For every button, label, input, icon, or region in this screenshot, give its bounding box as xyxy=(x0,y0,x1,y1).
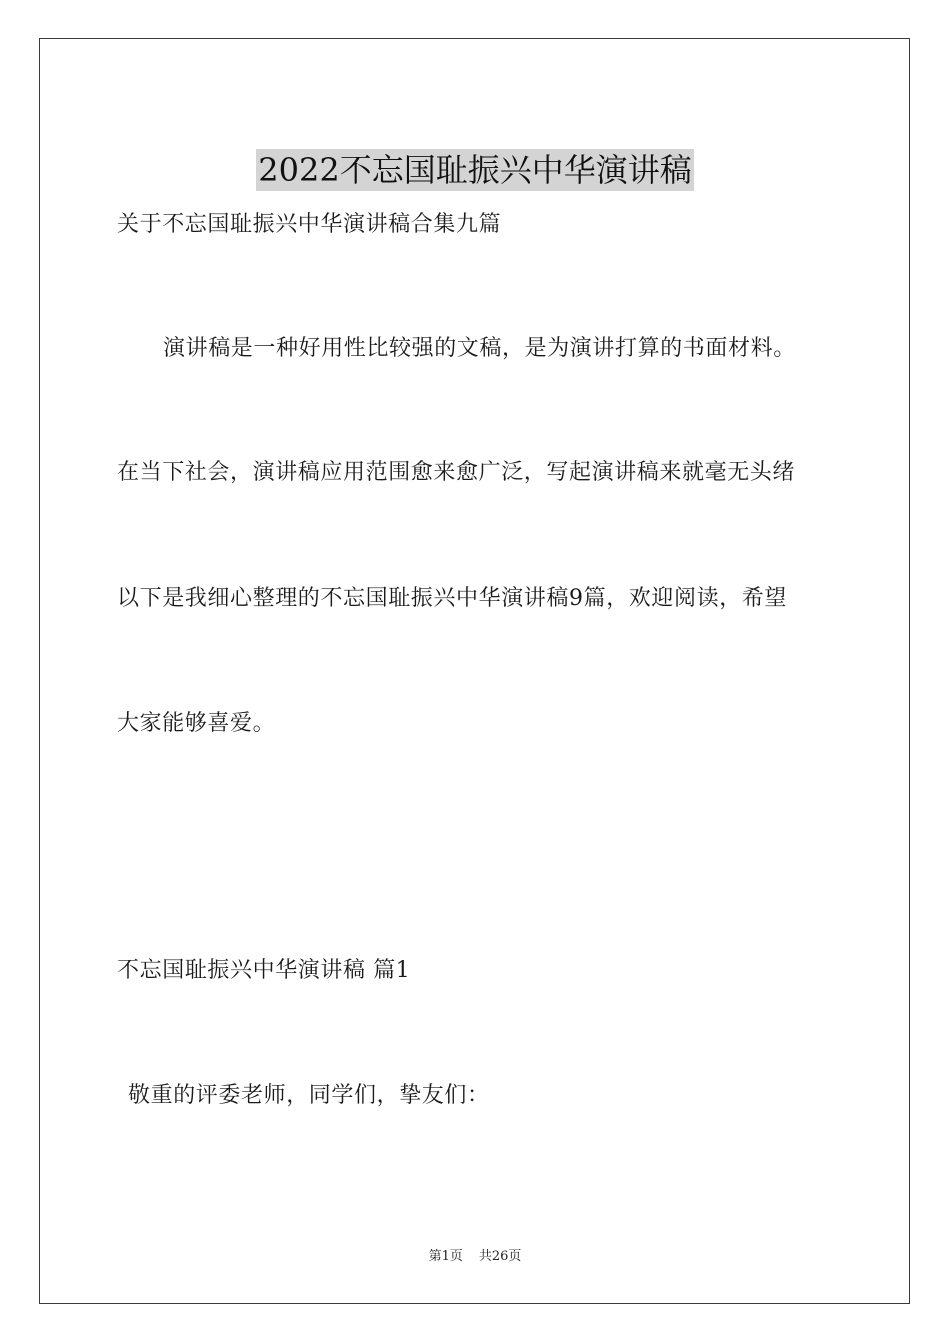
greeting-line: 敬重的评委老师，同学们，挚友们： xyxy=(128,1083,490,1108)
intro-line-4: 大家能够喜爱。 xyxy=(117,711,276,736)
intro-line-1: 演讲稿是一种好用性比较强的文稿，是为演讲打算的书面材料。 xyxy=(163,336,796,361)
document-title: 2022不忘国耻振兴中华演讲稿 xyxy=(258,151,692,190)
title-container xyxy=(0,128,950,213)
page-total: 共26页 xyxy=(478,1249,522,1264)
page-number: 第1页 xyxy=(428,1249,463,1264)
page-footer xyxy=(0,1248,950,1266)
intro-line-2: 在当下社会，演讲稿应用范围愈来愈广泛，写起演讲稿来就毫无头绪 xyxy=(117,460,796,485)
document-subtitle: 关于不忘国耻振兴中华演讲稿合集九篇 xyxy=(117,212,502,237)
section-heading: 不忘国耻振兴中华演讲稿 篇1 xyxy=(117,958,411,983)
intro-line-3: 以下是我细心整理的不忘国耻振兴中华演讲稿9篇，欢迎阅读，希望 xyxy=(117,586,787,611)
